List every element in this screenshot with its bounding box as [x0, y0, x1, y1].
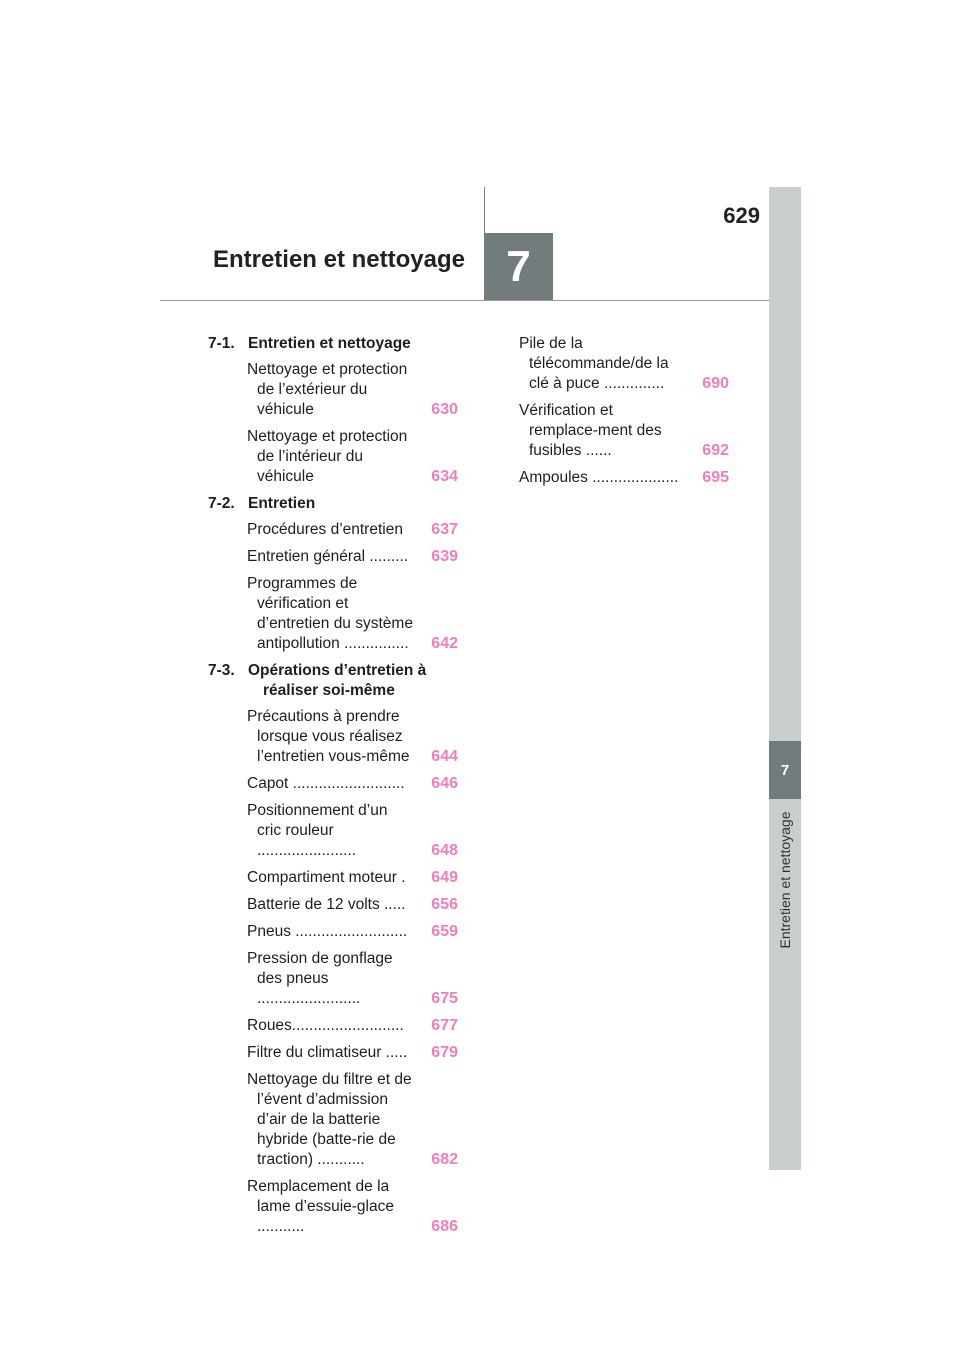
toc-entry-page[interactable]: 686	[431, 1218, 458, 1235]
toc-entry-text: Batterie de 12 volts .....	[247, 896, 406, 913]
toc-entry-text: Filtre du climatiseur .....	[247, 1044, 408, 1061]
toc-entry-page[interactable]: 682	[431, 1151, 458, 1168]
thumb-index-label-text: Entretien et nettoyage	[777, 811, 793, 949]
toc-entry-page[interactable]: 656	[431, 896, 458, 913]
toc-entry[interactable]	[519, 468, 729, 488]
toc-entry-page[interactable]: 695	[702, 469, 729, 486]
toc-entry-text: Pneus ..........................	[247, 923, 408, 940]
toc-entry-text: Précautions à prendre lorsque vous réalisez l’entretien vous-même	[247, 708, 410, 765]
toc-section-7-3[interactable]	[208, 661, 458, 701]
toc-entry[interactable]	[247, 1177, 458, 1237]
toc-entry-text: Capot ..........................	[247, 775, 405, 792]
toc-entry-text: Roues..........................	[247, 1017, 404, 1034]
page-number: 629	[723, 203, 760, 228]
toc-entry-page[interactable]: 646	[431, 775, 458, 792]
toc-entry-text: Nettoyage et protection de l’extérieur du véhicule	[247, 361, 408, 418]
toc-entry-text: Procédures d’entretien	[247, 521, 403, 538]
toc-entry[interactable]	[247, 895, 458, 915]
toc-entry-text: Pression de gonflage des pneus ........................	[247, 950, 393, 1007]
toc-entry-page[interactable]: 644	[431, 748, 458, 765]
toc-entry-text: Pile de la télécommande/de la clé à puce ..............	[519, 335, 669, 392]
toc-entry[interactable]	[247, 922, 458, 942]
thumb-index-tab[interactable]: 7	[769, 741, 801, 799]
chapter-title: Entretien et nettoyage	[212, 246, 465, 273]
toc-entry-page[interactable]: 690	[702, 375, 729, 392]
toc-entry-page[interactable]: 679	[431, 1044, 458, 1061]
toc-entry-page[interactable]: 634	[431, 468, 458, 485]
toc-entry-page[interactable]: 630	[431, 401, 458, 418]
toc-entry-page[interactable]: 648	[431, 842, 458, 859]
toc-entry-text: Nettoyage et protection de l’intérieur du véhicule	[247, 428, 408, 485]
header-divider-vertical	[484, 187, 485, 233]
toc-entry-text: Ampoules ....................	[519, 469, 679, 486]
chapter-number-box: 7	[484, 233, 553, 301]
toc-entry-page[interactable]: 659	[431, 923, 458, 940]
toc-entry[interactable]	[247, 801, 458, 861]
toc-entry[interactable]	[247, 574, 458, 654]
section-title: Entretien et nettoyage	[248, 335, 411, 352]
toc-entry-text: Remplacement de la lame d’essuie-glace ...........	[247, 1178, 394, 1235]
section-number: 7-2.	[208, 495, 235, 512]
toc-entry[interactable]	[247, 868, 458, 888]
toc-left-column	[208, 334, 458, 1244]
toc-entry[interactable]	[247, 520, 458, 540]
toc-entry-page[interactable]: 639	[431, 548, 458, 565]
toc-right-column	[519, 334, 729, 495]
toc-entry-page[interactable]: 642	[431, 635, 458, 652]
section-title: Entretien	[248, 495, 316, 512]
toc-entry-page[interactable]: 637	[431, 521, 458, 538]
toc-entry[interactable]	[247, 547, 458, 567]
header-rule	[160, 300, 769, 301]
toc-entry[interactable]	[247, 1016, 458, 1036]
toc-entry[interactable]	[247, 1043, 458, 1063]
toc-entry-page[interactable]: 677	[431, 1017, 458, 1034]
toc-entry-text: Nettoyage du filtre et de l’évent d’admission d’air de la batterie hybride (batte-rie de traction) ...........	[247, 1071, 412, 1168]
toc-entry[interactable]	[247, 707, 458, 767]
toc-entry[interactable]	[247, 774, 458, 794]
toc-entry[interactable]	[519, 334, 729, 394]
toc-entry-text: Positionnement d’un cric rouleur .......................	[247, 802, 388, 859]
toc-entry-text: Vérification et remplace-ment des fusibles ......	[519, 402, 662, 459]
toc-entry[interactable]	[247, 1070, 458, 1170]
toc-entry-text: Compartiment moteur .	[247, 869, 406, 886]
toc-section-7-2[interactable]	[208, 494, 458, 514]
thumb-index-bar	[769, 187, 801, 1170]
toc-entry-page[interactable]: 675	[431, 990, 458, 1007]
toc-entry-page[interactable]: 692	[702, 442, 729, 459]
toc-entry-page[interactable]: 649	[431, 869, 458, 886]
toc-entry[interactable]	[519, 401, 729, 461]
section-number: 7-3.	[208, 662, 235, 679]
toc-entry[interactable]	[247, 360, 458, 420]
section-number: 7-1.	[208, 335, 235, 352]
toc-entry[interactable]	[247, 949, 458, 1009]
toc-section-7-1[interactable]	[208, 334, 458, 354]
toc-entry-text: Entretien général .........	[247, 548, 409, 565]
toc-entry[interactable]	[247, 427, 458, 487]
toc-entry-text: Programmes de vérification et d’entretien du système antipollution ...............	[247, 575, 413, 652]
section-title: Opérations d’entretien à réaliser soi-même	[248, 662, 427, 699]
